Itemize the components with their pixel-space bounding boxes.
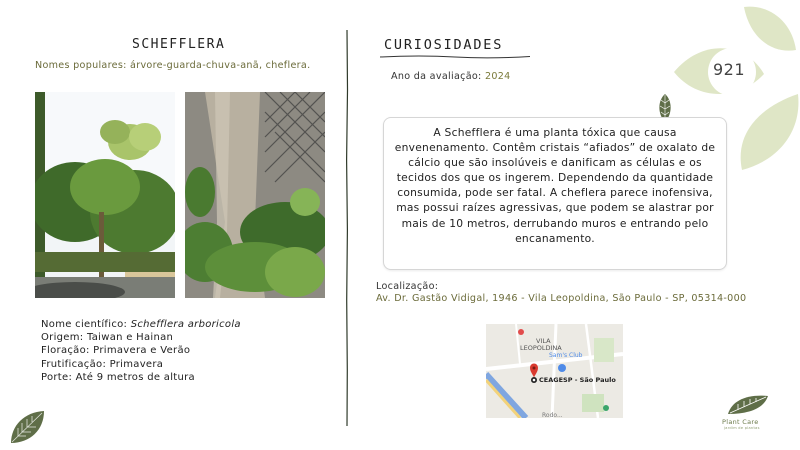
- fruiting-row: Frutificação: Primavera: [41, 358, 164, 370]
- vertical-divider: [345, 30, 349, 426]
- scientific-label: Nome científico:: [41, 319, 131, 330]
- map-poi-label: Sam's Club: [549, 352, 583, 359]
- location-label: Localização:: [376, 281, 439, 292]
- scientific-name: Schefflera arboricola: [130, 319, 241, 330]
- location-address: Av. Dr. Gastão Vidigal, 1946 - Vila Leopoldina, São Paulo - SP, 05314-000: [376, 293, 747, 304]
- title-underline: [380, 54, 530, 60]
- year-label: Ano da avaliação:: [391, 71, 485, 82]
- brand-name: Plant Care: [722, 418, 759, 426]
- tree-photo: [35, 92, 175, 298]
- plant-name-title: SCHEFFLERA: [132, 37, 226, 52]
- size-row: Porte: Até 9 metros de altura: [41, 371, 195, 383]
- map-street-label: Rodo...: [542, 412, 563, 418]
- leaf-decoration-icon: [8, 408, 46, 446]
- popular-names: Nomes populares: árvore-guarda-chuva-anã, cheflera.: [35, 60, 311, 71]
- origin-row: Origem: Taiwan e Hainan: [41, 332, 174, 344]
- map-marker-label: CEAGESP - São Paulo: [539, 376, 616, 384]
- plant-care-logo-icon: [726, 392, 770, 416]
- brand-tagline: jardim de plantas: [724, 426, 760, 430]
- curiosities-text: A Schefflera é uma planta tóxica que causa envenenamento. Contêm cristais “afiados” de oxalato de cálcio que são insolúveis e danificam as células e os tecidos dos que os ingerem. Dependendo da quantidade consumida, pode ser fatal. A cheflera parece inofensiva, mas possui raízes agressivas, que podem se alastrar por mais de 10 metros, derrubando muros e entrando pelo encanamento.: [394, 126, 716, 245]
- map-image: [486, 324, 623, 418]
- map-district-line2: LEOPOLDINA: [520, 344, 562, 352]
- map-district-line1: VILA: [536, 337, 551, 345]
- entry-number: 921: [713, 60, 746, 79]
- flowering-row: Floração: Primavera e Verão: [41, 345, 191, 357]
- trunk-photo: [185, 92, 325, 298]
- location-map[interactable]: [486, 324, 623, 418]
- evaluation-year: [391, 71, 511, 82]
- curiosities-title: CURIOSIDADES: [384, 37, 504, 53]
- leaf-cluster-decoration: [672, 2, 800, 174]
- plant-info-list: [41, 318, 241, 384]
- scientific-name-row: [41, 318, 241, 331]
- year-value: 2024: [484, 71, 511, 82]
